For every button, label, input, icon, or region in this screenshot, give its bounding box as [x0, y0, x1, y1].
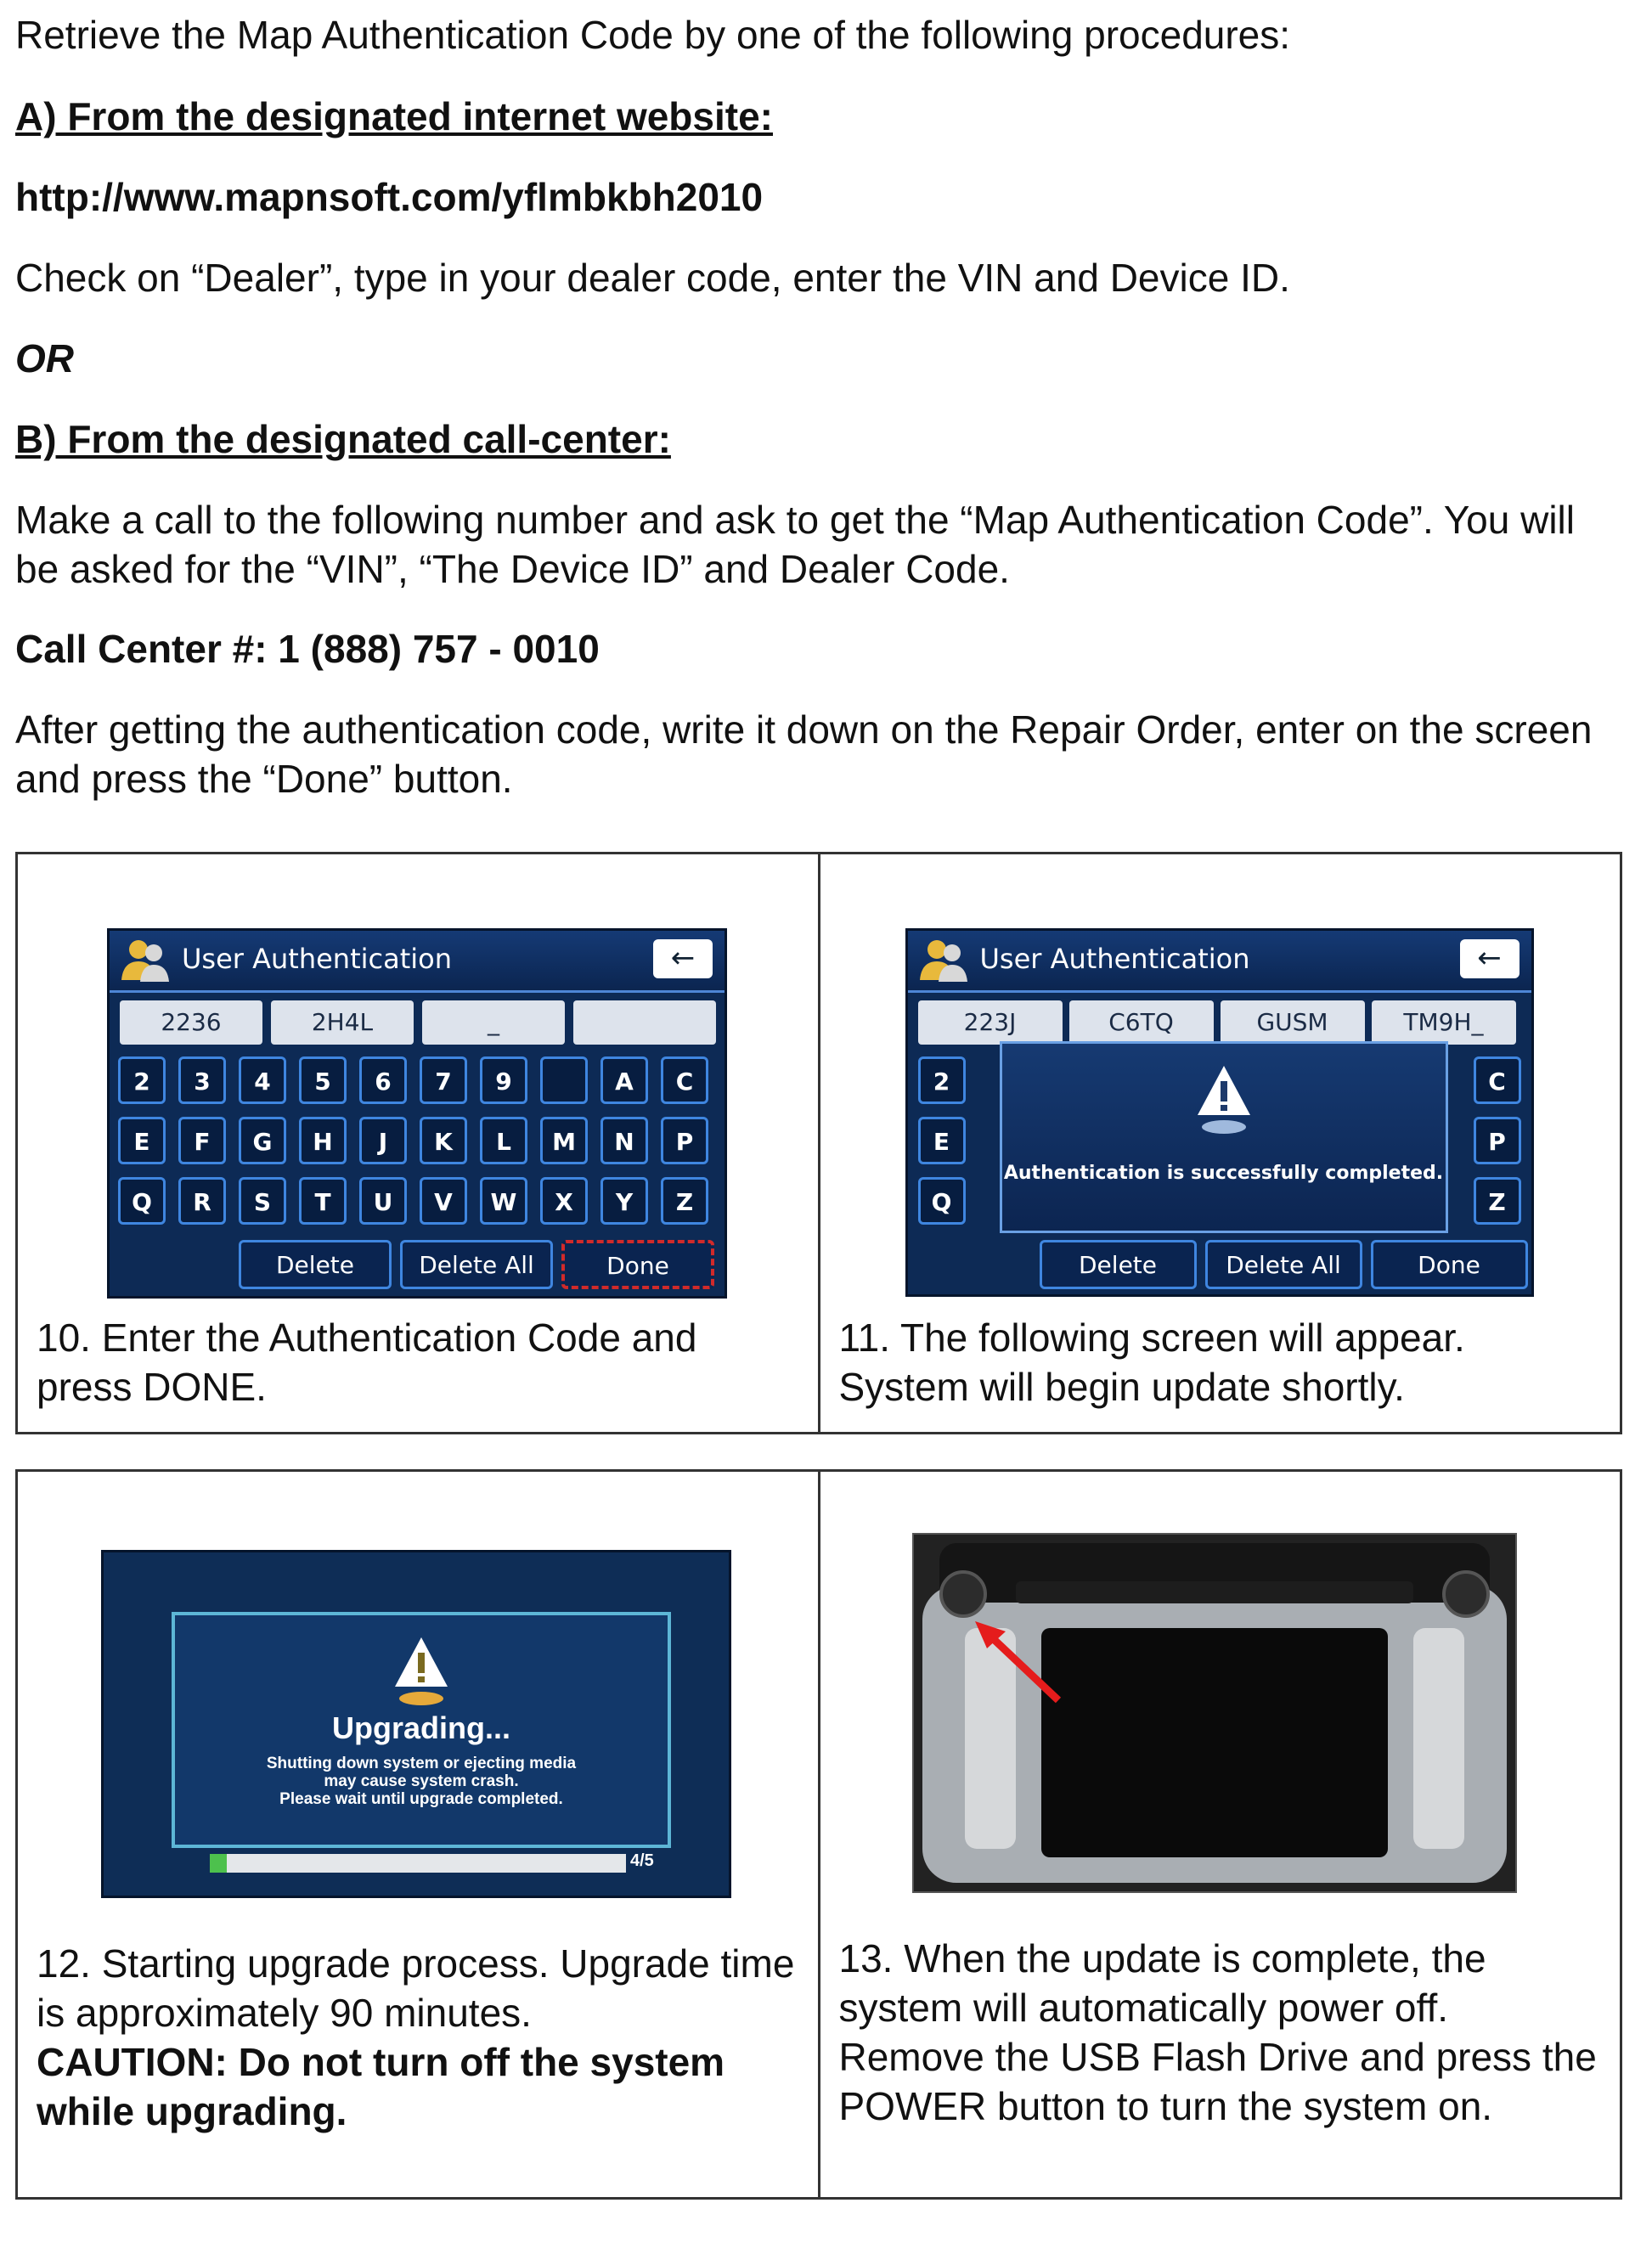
- key[interactable]: J: [359, 1117, 407, 1164]
- code-field-1[interactable]: 2236: [120, 1000, 262, 1045]
- key[interactable]: E: [118, 1117, 166, 1164]
- step-11-cell: [818, 854, 1621, 1432]
- screen-titlebar: [908, 931, 1531, 993]
- delete-all-button[interactable]: Delete All: [1205, 1240, 1362, 1289]
- section-b-instructions: Make a call to the following number and ask to get the “Map Authentication Code”. You will be asked for the “VIN”, “The Device ID” and Dealer Code.: [15, 498, 1575, 591]
- step-12-cell: [18, 1472, 818, 2197]
- code-field-4[interactable]: TM9H_: [1372, 1000, 1516, 1045]
- key[interactable]: M: [540, 1117, 588, 1164]
- radio-unit-photo: [912, 1533, 1517, 1893]
- screen-title: User Authentication: [182, 943, 453, 975]
- key[interactable]: L: [480, 1117, 527, 1164]
- step-13-cell: [818, 1472, 1621, 2197]
- progress-bar: [210, 1854, 626, 1873]
- warning-line-1: Shutting down system or ejecting media: [266, 1755, 577, 1772]
- key[interactable]: G: [239, 1117, 286, 1164]
- key[interactable]: K: [420, 1117, 467, 1164]
- key[interactable]: T: [299, 1177, 347, 1225]
- key[interactable]: C: [1474, 1056, 1521, 1104]
- step-13-caption: 13. When the update is complete, the system will automatically power off. Remove the USB Flash Drive and press the POWER button to turn the system on.: [838, 1936, 1597, 2128]
- step-10-caption: 10. Enter the Authentication Code and press DONE.: [37, 1316, 697, 1409]
- key[interactable]: V: [420, 1177, 467, 1225]
- screen-titlebar: [110, 931, 725, 993]
- key[interactable]: [540, 1056, 588, 1104]
- call-center-number: Call Center #: 1 (888) 757 - 0010: [15, 627, 600, 671]
- code-field-2[interactable]: 2H4L: [271, 1000, 414, 1045]
- steps-table-row-2: [15, 1469, 1622, 2200]
- modal-message: Authentication is successfully completed.: [1003, 1163, 1444, 1184]
- key[interactable]: F: [178, 1117, 226, 1164]
- warning-line-2: may cause system crash.: [324, 1772, 519, 1790]
- screen-title: User Authentication: [979, 943, 1250, 975]
- upgrade-title: Upgrading...: [332, 1710, 510, 1745]
- delete-all-button[interactable]: Delete All: [400, 1240, 553, 1289]
- auth-screen: [107, 928, 727, 1299]
- key[interactable]: Z: [1474, 1177, 1521, 1225]
- key[interactable]: 7: [420, 1056, 467, 1104]
- step-12-caption: [37, 1939, 801, 2136]
- key[interactable]: X: [540, 1177, 588, 1225]
- section-a-heading: A) From the designated internet website:: [15, 94, 773, 138]
- code-field-3[interactable]: GUSM: [1221, 1000, 1365, 1045]
- key[interactable]: C: [661, 1056, 708, 1104]
- code-field-3[interactable]: _: [422, 1000, 565, 1045]
- progress-label: 4/5: [630, 1851, 654, 1870]
- key[interactable]: 3: [178, 1056, 226, 1104]
- section-a-instructions: Check on “Dealer”, type in your dealer code, enter the VIN and Device ID.: [15, 256, 1290, 300]
- key[interactable]: Y: [600, 1177, 648, 1225]
- upgrade-screen: [101, 1550, 731, 1898]
- key[interactable]: 6: [359, 1056, 407, 1104]
- power-knob[interactable]: [941, 1572, 985, 1616]
- display-screen: [1041, 1628, 1388, 1857]
- upgrade-dialog: [172, 1612, 671, 1848]
- auth-complete-screen: [905, 928, 1534, 1297]
- success-modal: [1000, 1041, 1448, 1233]
- back-button[interactable]: ←: [1460, 939, 1520, 978]
- steps-table-row-1: [15, 852, 1622, 1434]
- key[interactable]: Q: [918, 1177, 966, 1225]
- radio-unit-illustration: [914, 1535, 1515, 1891]
- key[interactable]: N: [600, 1117, 648, 1164]
- intro-text: Retrieve the Map Authentication Code by one of the following procedures:: [15, 13, 1291, 57]
- key[interactable]: W: [480, 1177, 527, 1225]
- after-instructions: After getting the authentication code, write it down on the Repair Order, enter on the screen and press the “Done” button.: [15, 707, 1593, 801]
- key[interactable]: R: [178, 1177, 226, 1225]
- code-field-4[interactable]: [573, 1000, 716, 1045]
- key[interactable]: Q: [118, 1177, 166, 1225]
- progress-fill: [210, 1854, 227, 1873]
- key[interactable]: H: [299, 1117, 347, 1164]
- warning-icon: [1194, 1062, 1254, 1139]
- key[interactable]: P: [1474, 1117, 1521, 1164]
- back-button[interactable]: ←: [653, 939, 713, 978]
- step-10-cell: [18, 854, 818, 1432]
- key[interactable]: 5: [299, 1056, 347, 1104]
- code-field-1[interactable]: 223J: [918, 1000, 1063, 1045]
- delete-button[interactable]: Delete: [239, 1240, 392, 1289]
- delete-button[interactable]: Delete: [1040, 1240, 1197, 1289]
- step-11-caption: 11. The following screen will appear. System will begin update shortly.: [838, 1316, 1465, 1409]
- warning-line-3: Please wait until upgrade completed.: [279, 1790, 563, 1808]
- key[interactable]: Z: [661, 1177, 708, 1225]
- key[interactable]: S: [239, 1177, 286, 1225]
- done-button[interactable]: Done: [1371, 1240, 1528, 1289]
- warning-icon: [392, 1634, 451, 1710]
- section-b-heading: B) From the designated call-center:: [15, 417, 671, 461]
- tune-knob[interactable]: [1444, 1572, 1488, 1616]
- key[interactable]: 2: [918, 1056, 966, 1104]
- or-label: OR: [15, 336, 74, 380]
- key[interactable]: 4: [239, 1056, 286, 1104]
- key[interactable]: 9: [480, 1056, 527, 1104]
- key[interactable]: A: [600, 1056, 648, 1104]
- key[interactable]: E: [918, 1117, 966, 1164]
- code-field-2[interactable]: C6TQ: [1069, 1000, 1214, 1045]
- upgrade-warning-text: [175, 1755, 668, 1808]
- step-12-caption-text: 12. Starting upgrade process. Upgrade time is approximately 90 minutes.: [37, 1941, 795, 2035]
- key[interactable]: 2: [118, 1056, 166, 1104]
- step-12-caution: CAUTION: Do not turn off the system while upgrading.: [37, 2040, 725, 2133]
- website-url[interactable]: http://www.mapnsoft.com/yflmbkbh2010: [15, 175, 764, 219]
- key[interactable]: P: [661, 1117, 708, 1164]
- users-icon: [918, 938, 969, 982]
- users-icon: [120, 938, 171, 982]
- key[interactable]: U: [359, 1177, 407, 1225]
- done-button[interactable]: Done: [561, 1240, 714, 1289]
